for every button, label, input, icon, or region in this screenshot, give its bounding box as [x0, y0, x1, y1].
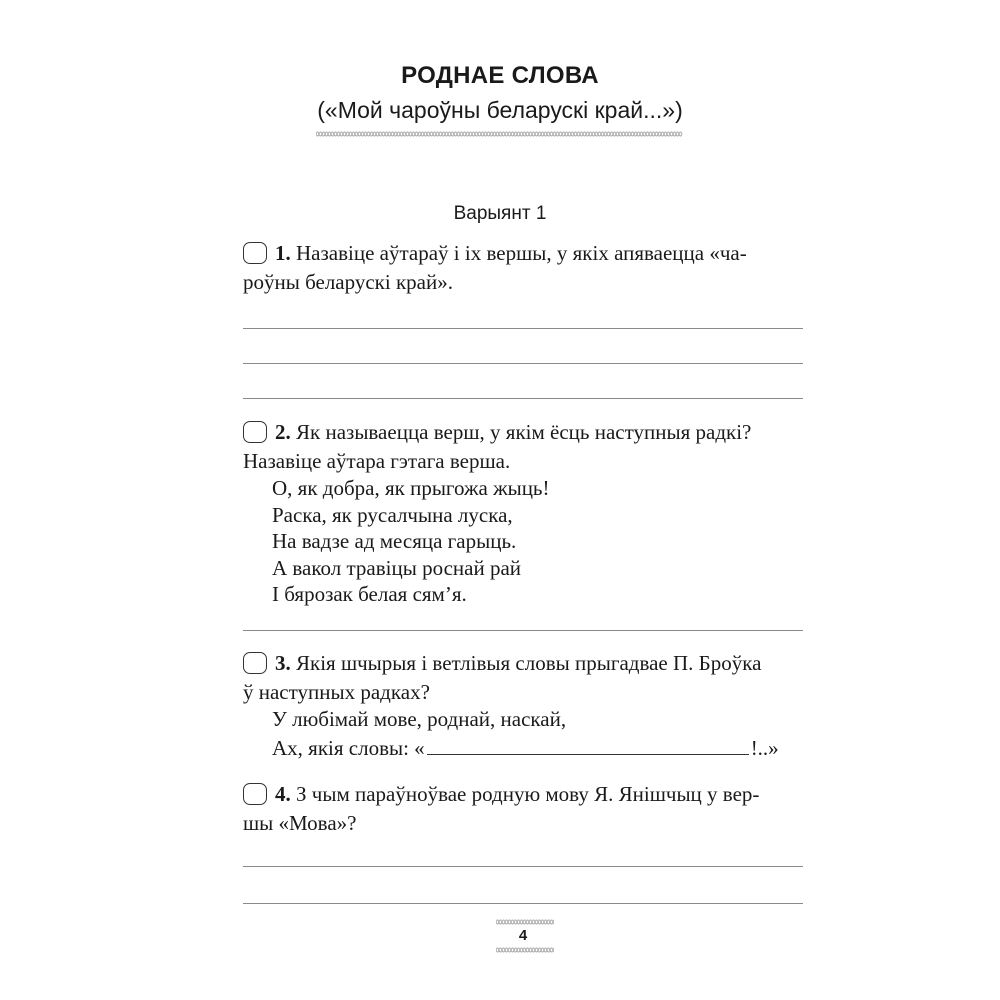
page-number-top-wave	[496, 918, 554, 926]
task-3-text-line2: ў наступных радках?	[243, 680, 430, 704]
task-2-text-line2: Назавіце аўтара гэтага верша.	[243, 449, 511, 473]
task-2-answer-line[interactable]	[243, 630, 803, 631]
task-4	[243, 780, 803, 838]
task-2-number: 2.	[275, 420, 291, 444]
variant-heading: Варыянт 1	[453, 203, 547, 224]
task-4-text-line1: З чым параўноўвае родную мову Я. Янішчыц у вер-	[296, 782, 760, 806]
task-2-text-line1: Як называецца верш, у якім ёсць наступныя радкі?	[296, 420, 752, 444]
page-title: РОДНАЕ СЛОВА	[401, 62, 599, 89]
task-3	[243, 649, 803, 707]
task-2	[243, 418, 803, 476]
task-3-answer-suffix: !..»	[750, 736, 779, 760]
task-3-checkbox[interactable]	[243, 652, 267, 674]
poem-line: А вакол травіцы роснай рай	[272, 555, 522, 580]
task-2-checkbox[interactable]	[243, 421, 267, 443]
task-1-answer-line[interactable]	[243, 363, 803, 364]
task-2-poem	[272, 475, 550, 608]
task-4-answer-line[interactable]	[243, 866, 803, 867]
task-1-answer-line[interactable]	[243, 398, 803, 399]
poem-line: На вадзе ад месяца гарыць.	[272, 529, 517, 553]
task-3-answer-prefix: Ах, якія словы: «	[272, 736, 425, 760]
task-3-number: 3.	[275, 651, 291, 675]
task-4-answer-line[interactable]	[243, 903, 803, 904]
task-3-text-line1: Якія шчырыя і ветлівыя словы прыгадвае П. Броўка	[296, 651, 762, 675]
poem-line: І бярозак белая сям’я.	[272, 582, 467, 606]
task-1-answer-line[interactable]	[243, 328, 803, 329]
poem-line: О, як добра, як прыгожа жыць!	[272, 476, 550, 500]
task-1-text-line1: Назавіце аўтараў і іх вершы, у якіх апяваецца «ча-	[296, 241, 747, 265]
task-1-number: 1.	[275, 241, 291, 265]
task-1	[243, 239, 803, 297]
task-3-blank-field[interactable]	[427, 736, 749, 755]
page-number: 4	[518, 927, 528, 944]
task-1-checkbox[interactable]	[243, 242, 267, 264]
task-4-checkbox[interactable]	[243, 783, 267, 805]
poem-line: У любімай мове, роднай, наскай,	[272, 707, 567, 731]
task-4-number: 4.	[275, 782, 291, 806]
task-1-text-line2: роўны беларускі край».	[243, 270, 453, 294]
page-subtitle: («Мой чароўны беларускі край...»)	[317, 97, 683, 123]
task-3-fill-in	[272, 736, 779, 761]
poem-line: Раска, як русалчына луска,	[272, 502, 513, 527]
task-3-poem	[272, 706, 566, 733]
page-number-bottom-wave	[496, 946, 554, 954]
title-wave-divider	[316, 130, 684, 138]
task-4-text-line2: шы «Мова»?	[243, 811, 357, 835]
